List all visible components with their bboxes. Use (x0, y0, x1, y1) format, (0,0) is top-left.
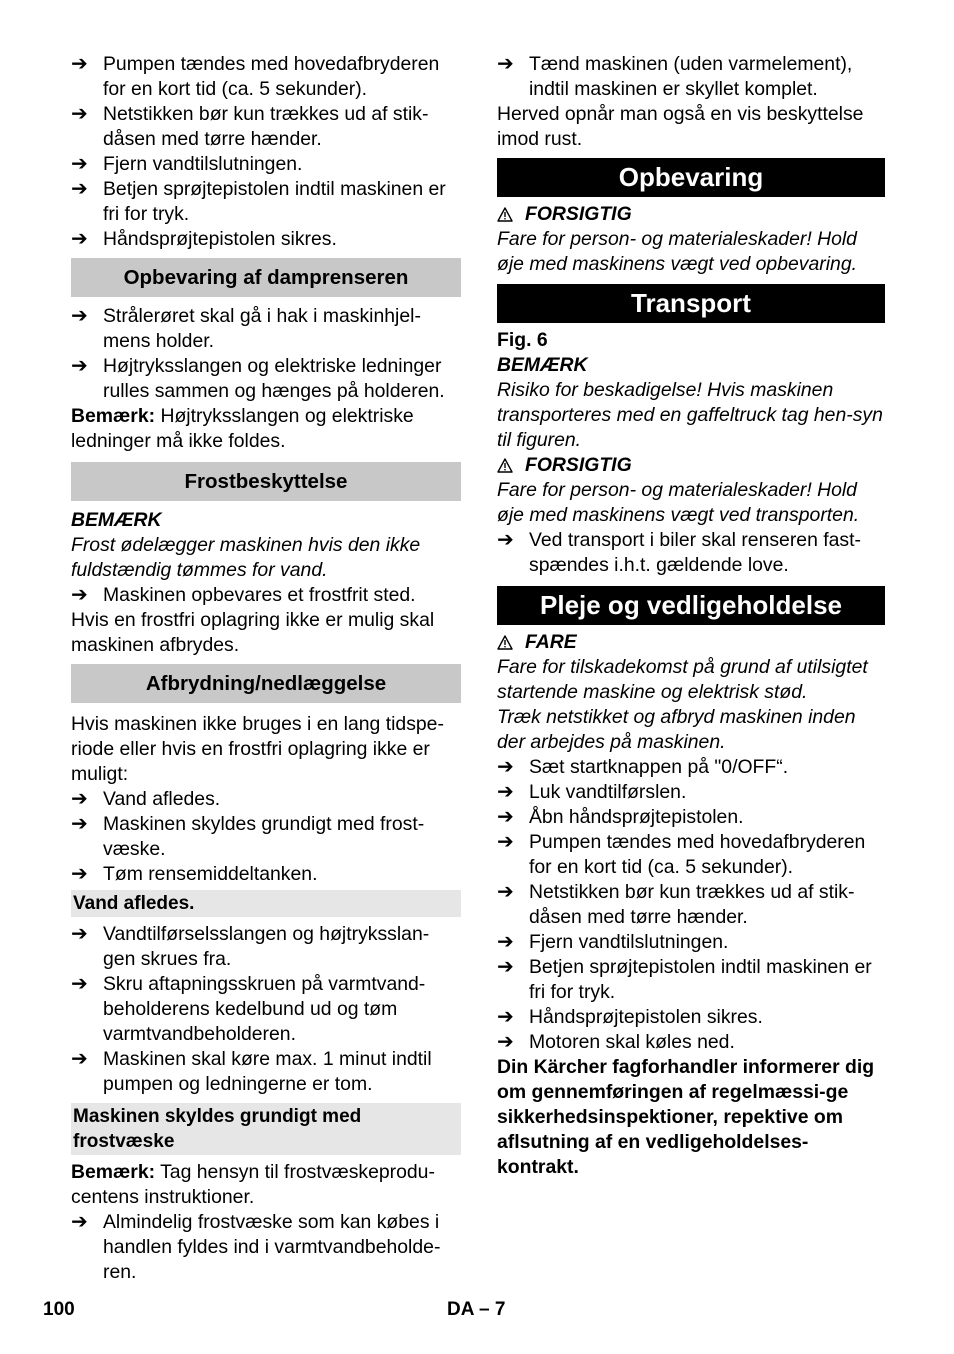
danger-label: FARE (497, 630, 885, 655)
section-heading-storage: Opbevaring af damprenseren (71, 258, 461, 297)
section-marker: DA – 7 (447, 1299, 506, 1320)
danger-text: Træk netstikket og afbryd maskinen inden der arbejdes på maskinen. (497, 706, 856, 753)
subheading-drain: Vand afledes. (71, 890, 461, 917)
arrow-right-icon: ➔ (71, 305, 88, 327)
arrow-right-icon: ➔ (71, 923, 88, 945)
list-item: ➔ Netstikken bør kun trækkes ud af stik-dåsen med tørre hænder. (71, 103, 429, 150)
list-item: ➔ Betjen sprøjtepistolen indtil maskinen er fri for tryk. (71, 178, 446, 225)
list-item: ➔ Vand afledes. (71, 788, 221, 810)
list-item: ➔ Netstikken bør kun trækkes ud af stik-dåsen med tørre hænder. (497, 881, 855, 928)
frost-text: Hvis en frostfri oplagring ikke er mulig skal maskinen afbrydes. (71, 609, 435, 656)
section-heading-opbevaring: Opbevaring (497, 158, 885, 197)
warning-triangle-icon (497, 207, 513, 222)
arrow-right-icon: ➔ (71, 53, 88, 75)
arrow-right-icon: ➔ (497, 781, 514, 803)
list-item: ➔ Højtryksslangen og elektriske ledninger rulles sammen og hænges på holderen. (71, 355, 445, 402)
subheading-rinse: Maskinen skyldes grundigt med frostvæske (71, 1103, 461, 1155)
list-item: ➔ Strålerøret skal gå i hak i maskinhjel-mens holder. (71, 305, 421, 352)
arrow-right-icon: ➔ (71, 228, 88, 250)
section-heading-care: Pleje og vedligeholdelse (497, 586, 885, 625)
section-heading-shutdown: Afbrydning/nedlæggelse (71, 664, 461, 703)
frost-notice-text: Frost ødelægger maskinen hvis den ikke fuldstændig tømmes for vand. (71, 534, 421, 581)
intro-text: Herved opnår man også en vis beskyttelse imod rust. (497, 103, 864, 150)
arrow-right-icon: ➔ (71, 153, 88, 175)
arrow-right-icon: ➔ (71, 584, 88, 606)
arrow-right-icon: ➔ (71, 1211, 88, 1233)
list-item: ➔ Maskinen skal køre max. 1 minut indtil pumpen og ledningerne er tom. (71, 1048, 432, 1095)
left-column (71, 52, 461, 1285)
list-item: ➔ Pumpen tændes med hovedafbryderen for en kort tid (ca. 5 sekunder). (71, 53, 440, 100)
list-item: ➔ Betjen sprøjtepistolen indtil maskinen er fri for tryk. (497, 956, 872, 1003)
list-item: ➔ Luk vandtilførslen. (497, 781, 687, 803)
warning-triangle-icon (497, 635, 513, 650)
list-item: ➔ Sæt startknappen på "0/OFF“. (497, 756, 789, 778)
arrow-right-icon: ➔ (71, 973, 88, 995)
care-closing-text: Din Kärcher fagforhandler informerer dig om gennemføringen af regelmæssi-ge sikkerhedsinspektioner, repektive om aflsutning af en vedligeholdelses-kontrakt. (497, 1056, 875, 1178)
list-item: ➔ Åbn håndsprøjtepistolen. (497, 806, 744, 828)
arrow-right-icon: ➔ (71, 863, 88, 885)
list-item: ➔ Almindelig frostvæske som kan købes i handlen fyldes ind i varmtvandbeholde-ren. (71, 1211, 441, 1283)
rinse-note: Bemærk: Tag hensyn til frostvæskeprodu-centens instruktioner. (71, 1161, 435, 1208)
arrow-right-icon: ➔ (71, 788, 88, 810)
list-item: ➔ Tøm rensemiddeltanken. (71, 863, 318, 885)
warning-triangle-icon (497, 458, 513, 473)
list-item: ➔ Skru aftapningsskruen på varmtvand-beholderens kedelbund ud og tøm varmtvandbeholderen. (71, 973, 426, 1045)
section-heading-frost: Frostbeskyttelse (71, 462, 461, 501)
arrow-right-icon: ➔ (71, 355, 88, 377)
arrow-right-icon: ➔ (71, 1048, 88, 1070)
arrow-right-icon: ➔ (497, 53, 514, 75)
arrow-right-icon: ➔ (497, 956, 514, 978)
list-item: ➔ Vandtilførselsslangen og højtryksslan-gen skrues fra. (71, 923, 430, 970)
figure-reference: Fig. 6 (497, 329, 548, 351)
frost-notice-label: BEMÆRK (71, 509, 162, 531)
transport-notice-label: BEMÆRK (497, 354, 588, 376)
list-item: ➔ Tænd maskinen (uden varmelement), indtil maskinen er skyllet komplet. (497, 53, 853, 100)
danger-text: Fare for tilskadekomst på grund af utilsigtet startende maskine og elektrisk stød. (497, 656, 868, 703)
arrow-right-icon: ➔ (497, 831, 514, 853)
list-item: ➔ Fjern vandtilslutningen. (71, 153, 303, 175)
arrow-right-icon: ➔ (497, 529, 514, 551)
caution-label: FORSIGTIG (497, 202, 885, 227)
caution-text: Fare for person- og materialeskader! Hold øje med maskinens vægt ved transporten. (497, 479, 860, 526)
list-item: ➔ Maskinen skyldes grundigt med frost-væske. (71, 813, 425, 860)
section-heading-transport: Transport (497, 284, 885, 323)
arrow-right-icon: ➔ (497, 756, 514, 778)
arrow-right-icon: ➔ (71, 178, 88, 200)
page-number: 100 (43, 1299, 75, 1320)
list-item: ➔ Fjern vandtilslutningen. (497, 931, 729, 953)
list-item: ➔ Håndsprøjtepistolen sikres. (497, 1006, 763, 1028)
arrow-right-icon: ➔ (497, 1006, 514, 1028)
caution-label: FORSIGTIG (497, 453, 885, 478)
list-item: ➔ Maskinen opbevares et frostfrit sted. (71, 584, 416, 606)
arrow-right-icon: ➔ (497, 806, 514, 828)
transport-notice-text: Risiko for beskadigelse! Hvis maskinen transporteres med en gaffeltruck tag hen-syn til figuren. (497, 379, 883, 451)
list-item: ➔ Håndsprøjtepistolen sikres. (71, 228, 337, 250)
right-column (497, 52, 885, 1180)
list-item: ➔ Pumpen tændes med hovedafbryderen for en kort tid (ca. 5 sekunder). (497, 831, 866, 878)
caution-text: Fare for person- og materialeskader! Hold øje med maskinens vægt ved opbevaring. (497, 228, 857, 275)
list-item: ➔ Ved transport i biler skal renseren fast-spændes i.h.t. gældende love. (497, 529, 861, 576)
arrow-right-icon: ➔ (71, 813, 88, 835)
shutdown-text: Hvis maskinen ikke bruges i en lang tidspe-riode eller hvis en frostfri oplagring ikke er muligt: (71, 713, 444, 785)
arrow-right-icon: ➔ (497, 931, 514, 953)
arrow-right-icon: ➔ (71, 103, 88, 125)
arrow-right-icon: ➔ (497, 881, 514, 903)
list-item: ➔ Motoren skal køles ned. (497, 1031, 735, 1053)
storage-note: Bemærk: Højtryksslangen og elektriske ledninger må ikke foldes. (71, 405, 414, 452)
arrow-right-icon: ➔ (497, 1031, 514, 1053)
